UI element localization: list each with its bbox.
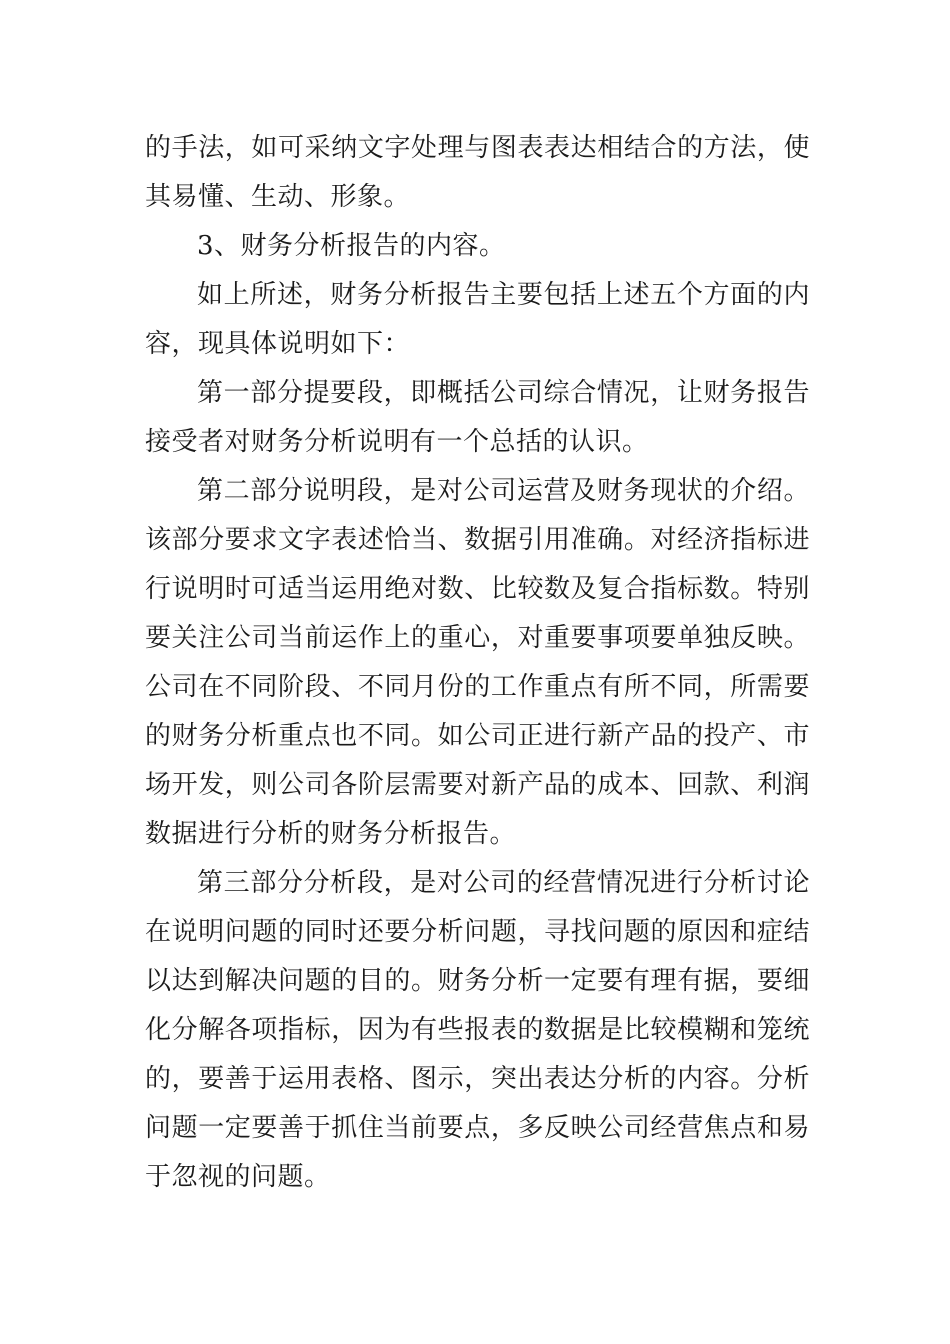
paragraph-part-three: 第三部分分析段，是对公司的经营情况进行分析讨论在说明问题的同时还要分析问题，寻找问题的原因和症结以达到解决问题的目的。财务分析一定要有理有据，要细化分解各项指标，因为有些报表的数据是比较模糊和笼统的，要善于运用表格、图示，突出表达分析的内容。分析问题一定要善于抓住当前要点，多反映公司经营焦点和易于忽视的问题。 [145,868,810,1192]
paragraph-continuation: 的手法，如可采纳文字处理与图表表达相结合的方法，使其易懂、生动、形象。 [145,133,810,212]
document-body [145,124,810,1202]
paragraph-section-heading: 3、财务分析报告的内容。 [197,231,506,261]
paragraph-intro: 如上所述，财务分析报告主要包括上述五个方面的内容，现具体说明如下： [145,280,810,359]
paragraph-part-one: 第一部分提要段，即概括公司综合情况，让财务报告接受者对财务分析说明有一个总括的认识。 [145,378,810,457]
paragraph-part-two: 第二部分说明段，是对公司运营及财务现状的介绍。该部分要求文字表述恰当、数据引用准确。对经济指标进行说明时可适当运用绝对数、比较数及复合指标数。特别要关注公司当前运作上的重心，对重要事项要单独反映。公司在不同阶段、不同月份的工作重点有所不同，所需要的财务分析重点也不同。如公司正进行新产品的投产、市场开发，则公司各阶层需要对新产品的成本、回款、利润数据进行分析的财务分析报告。 [145,476,810,849]
